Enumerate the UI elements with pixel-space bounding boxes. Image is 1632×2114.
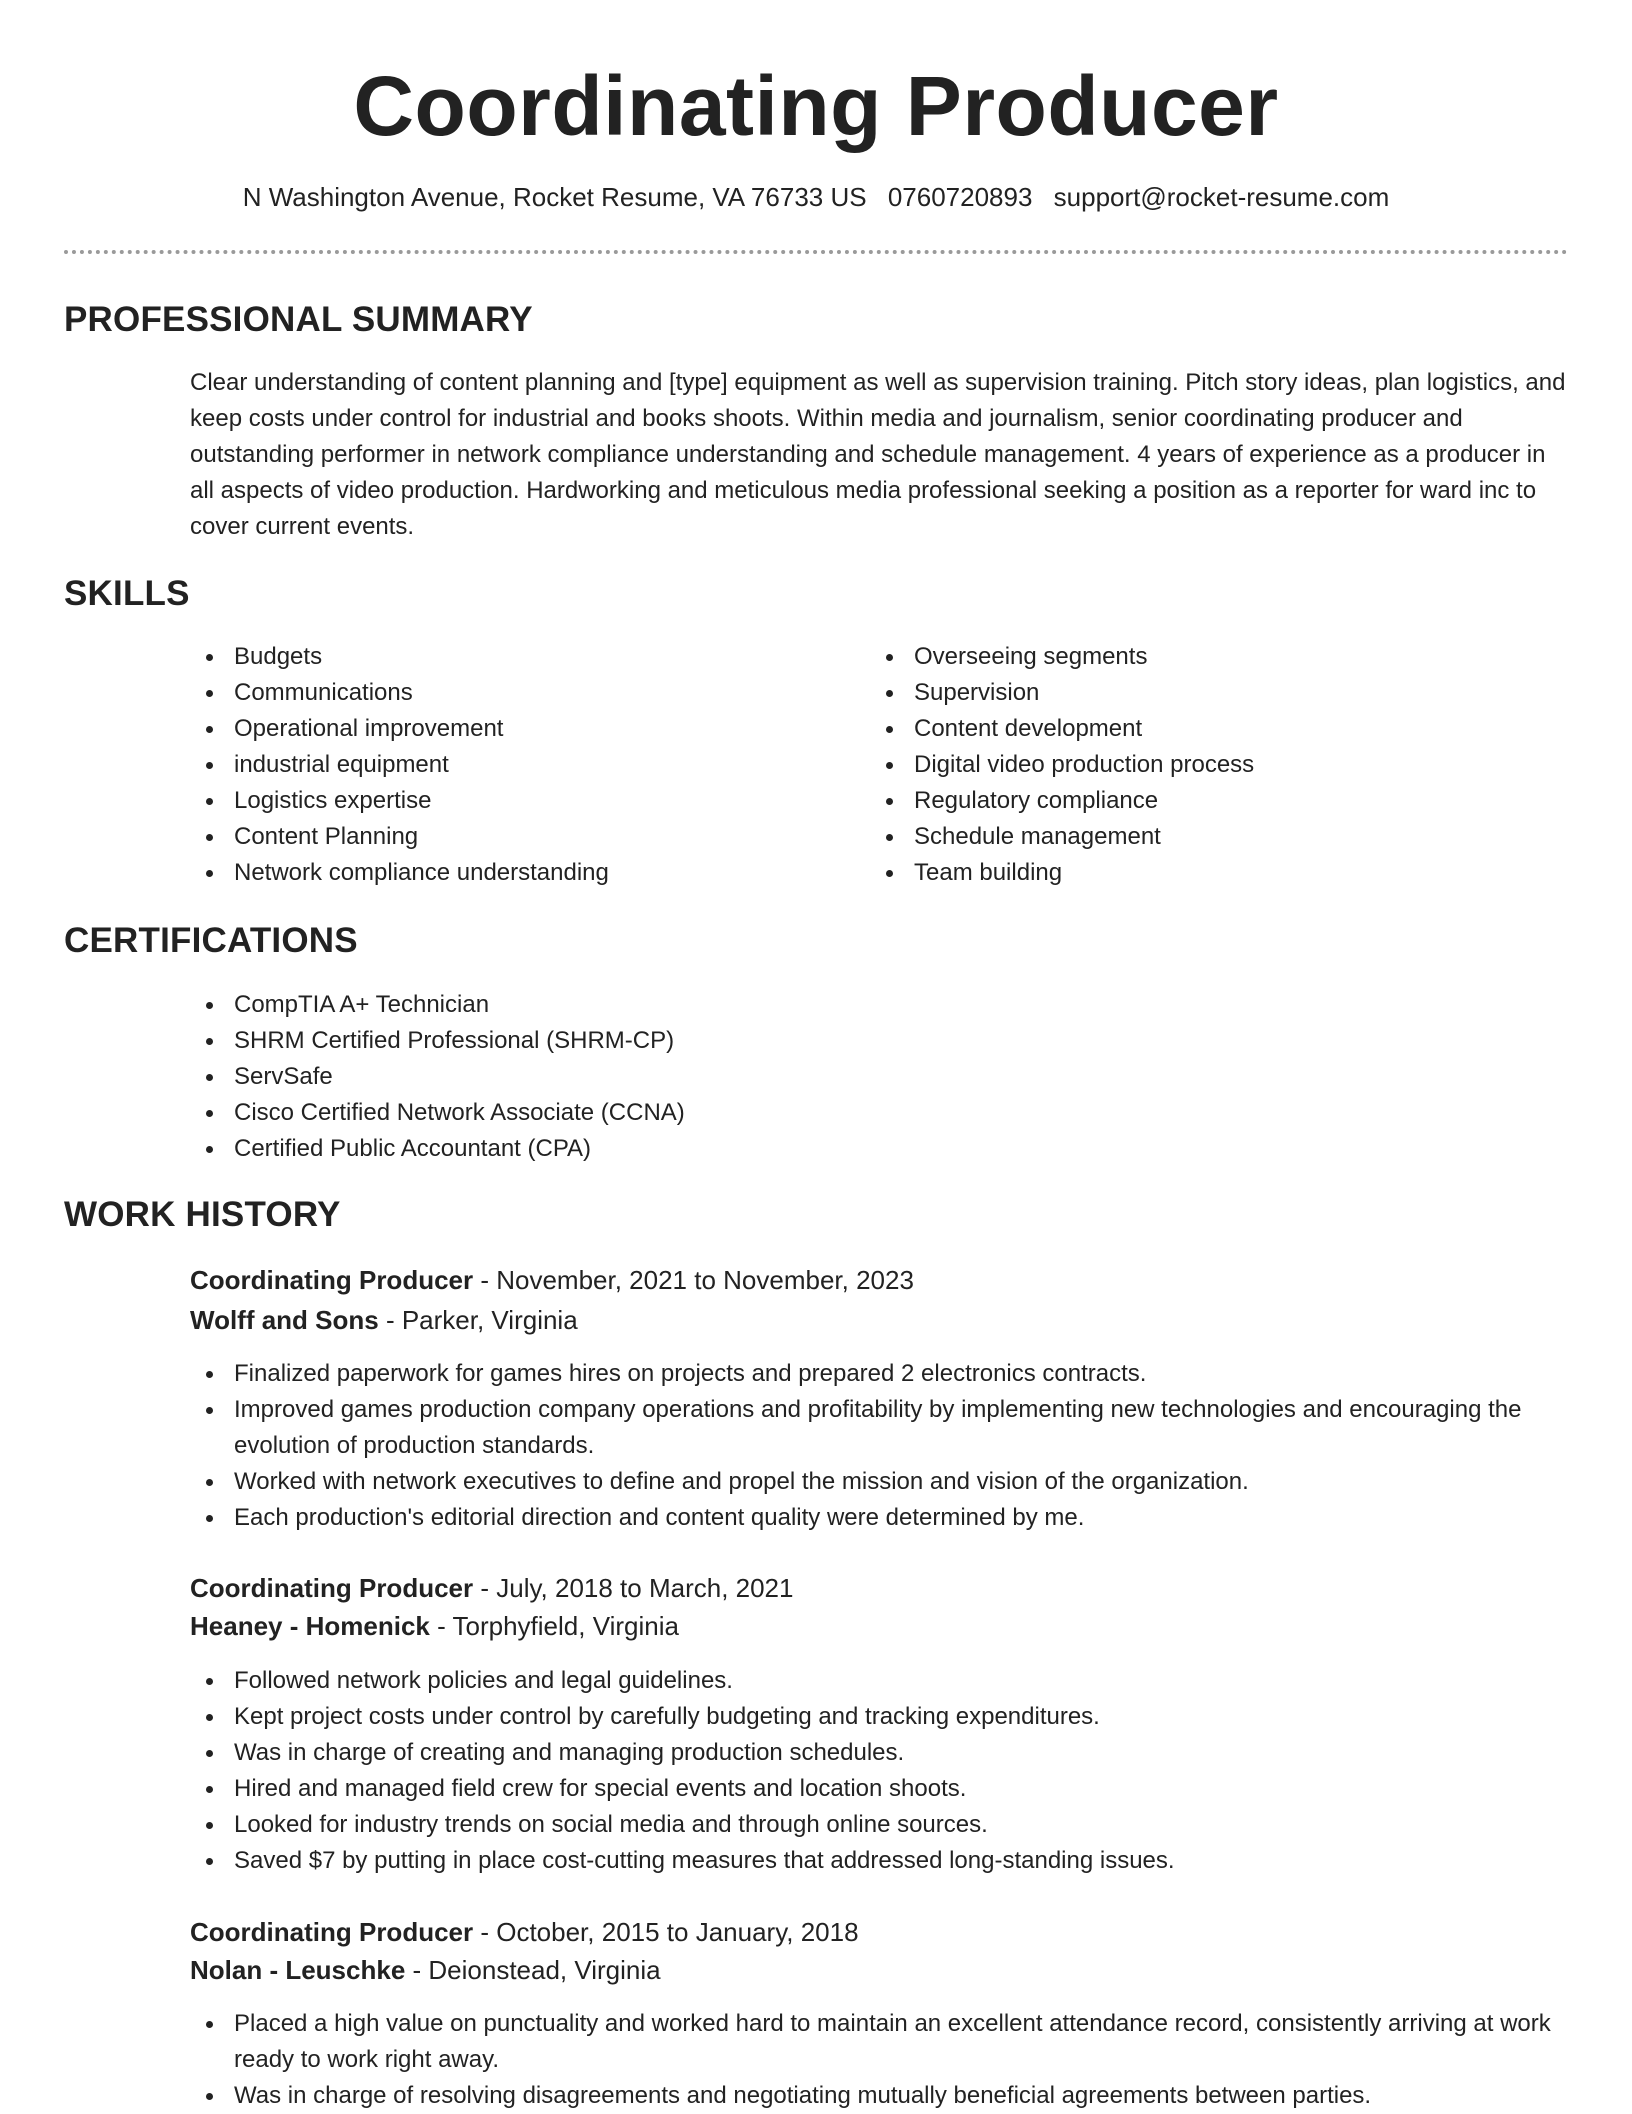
job-title-line xyxy=(190,1262,914,1298)
job-bullets xyxy=(190,1356,1570,1536)
job-bullet: Each production's editorial direction and content quality were determined by me. xyxy=(190,1500,1570,1536)
job-location: - Torphyfield, Virginia xyxy=(429,1611,679,1641)
certification-item: Cisco Certified Network Associate (CCNA) xyxy=(190,1095,1190,1131)
job-bullet: Saved $7 by putting in place cost-cutting measures that addressed long-standing issues. xyxy=(190,1843,1570,1879)
job-role: Coordinating Producer xyxy=(190,1573,474,1603)
job-dates: - October, 2015 to January, 2018 xyxy=(473,1917,859,1947)
job-location: - Deionstead, Virginia xyxy=(405,1955,661,1985)
job-role: Coordinating Producer xyxy=(190,1265,474,1295)
job-dates: - July, 2018 to March, 2021 xyxy=(473,1573,794,1603)
certification-item: Certified Public Accountant (CPA) xyxy=(190,1131,1190,1167)
job-bullets xyxy=(190,2006,1570,2114)
certification-item: ServSafe xyxy=(190,1059,1190,1095)
section-title-work-history: WORK HISTORY xyxy=(64,1195,341,1234)
contact-address: N Washington Avenue, Rocket Resume, VA 76733 US xyxy=(242,182,867,212)
job-company-line xyxy=(190,1952,661,1988)
contact-line xyxy=(64,180,1568,214)
certification-item: SHRM Certified Professional (SHRM-CP) xyxy=(190,1023,1190,1059)
header-divider xyxy=(64,250,1568,254)
skill-item: Operational improvement xyxy=(190,711,850,747)
skill-item: Overseeing segments xyxy=(870,639,1530,675)
job-bullet: Improved games production company operations and profitability by implementing new technologies and encouraging the evolution of production standards. xyxy=(190,1392,1570,1464)
job-bullet: Was in charge of resolving disagreements and negotiating mutually beneficial agreements between parties. xyxy=(190,2078,1570,2114)
skills-list-right xyxy=(870,639,1530,891)
job-bullets xyxy=(190,1663,1570,1879)
job-role: Coordinating Producer xyxy=(190,1917,474,1947)
skill-item: Digital video production process xyxy=(870,747,1530,783)
skill-item: Team building xyxy=(870,855,1530,891)
skill-item: Regulatory compliance xyxy=(870,783,1530,819)
contact-phone: 0760720893 xyxy=(887,182,1033,212)
skill-item: Content Planning xyxy=(190,819,850,855)
skill-item: Budgets xyxy=(190,639,850,675)
job-bullet: Hired and managed field crew for special events and location shoots. xyxy=(190,1771,1570,1807)
contact-email: support@rocket-resume.com xyxy=(1053,182,1390,212)
job-bullet: Finalized paperwork for games hires on projects and prepared 2 electronics contracts. xyxy=(190,1356,1570,1392)
job-company-line xyxy=(190,1302,578,1338)
skill-item: Network compliance understanding xyxy=(190,855,850,891)
skill-item: Supervision xyxy=(870,675,1530,711)
summary-text: Clear understanding of content planning and [type] equipment as well as supervision training. Pitch story ideas, plan logistics, and keep costs under control for industrial and books shoots. Within media and journalism, senior coordinating producer and outstanding performer in network compliance understanding and schedule management. 4 years of experience as a producer in all aspects of video production. Hardworking and meticulous media professional seeking a position as a reporter for ward inc to cover current events. xyxy=(190,369,1566,540)
job-company: Heaney - Homenick xyxy=(190,1611,430,1641)
job-company: Wolff and Sons xyxy=(190,1305,379,1335)
skill-item: Communications xyxy=(190,675,850,711)
job-company: Nolan - Leuschke xyxy=(190,1955,406,1985)
skills-list-left xyxy=(190,639,850,891)
section-title-certifications: CERTIFICATIONS xyxy=(64,921,358,960)
job-bullet: Placed a high value on punctuality and worked hard to maintain an excellent attendance record, consistently arriving at work ready to work right away. xyxy=(190,2006,1570,2078)
resume-page xyxy=(64,0,1568,2109)
skill-item: industrial equipment xyxy=(190,747,850,783)
job-dates: - November, 2021 to November, 2023 xyxy=(473,1265,914,1295)
skill-item: Logistics expertise xyxy=(190,783,850,819)
certifications-list xyxy=(190,987,1190,1167)
job-company-line xyxy=(190,1608,679,1644)
resume-name: Coordinating Producer xyxy=(353,59,1279,153)
section-title-skills: SKILLS xyxy=(64,574,190,613)
job-bullet: Kept project costs under control by carefully budgeting and tracking expenditures. xyxy=(190,1699,1570,1735)
job-title-line xyxy=(190,1914,859,1950)
job-bullet: Worked with network executives to define and propel the mission and vision of the organization. xyxy=(190,1464,1570,1500)
job-bullet: Looked for industry trends on social media and through online sources. xyxy=(190,1807,1570,1843)
section-title-summary: PROFESSIONAL SUMMARY xyxy=(64,300,533,339)
job-bullet: Was in charge of creating and managing production schedules. xyxy=(190,1735,1570,1771)
job-bullet: Followed network policies and legal guidelines. xyxy=(190,1663,1570,1699)
skill-item: Content development xyxy=(870,711,1530,747)
job-title-line xyxy=(190,1570,793,1606)
skill-item: Schedule management xyxy=(870,819,1530,855)
certification-item: CompTIA A+ Technician xyxy=(190,987,1190,1023)
job-location: - Parker, Virginia xyxy=(378,1305,578,1335)
